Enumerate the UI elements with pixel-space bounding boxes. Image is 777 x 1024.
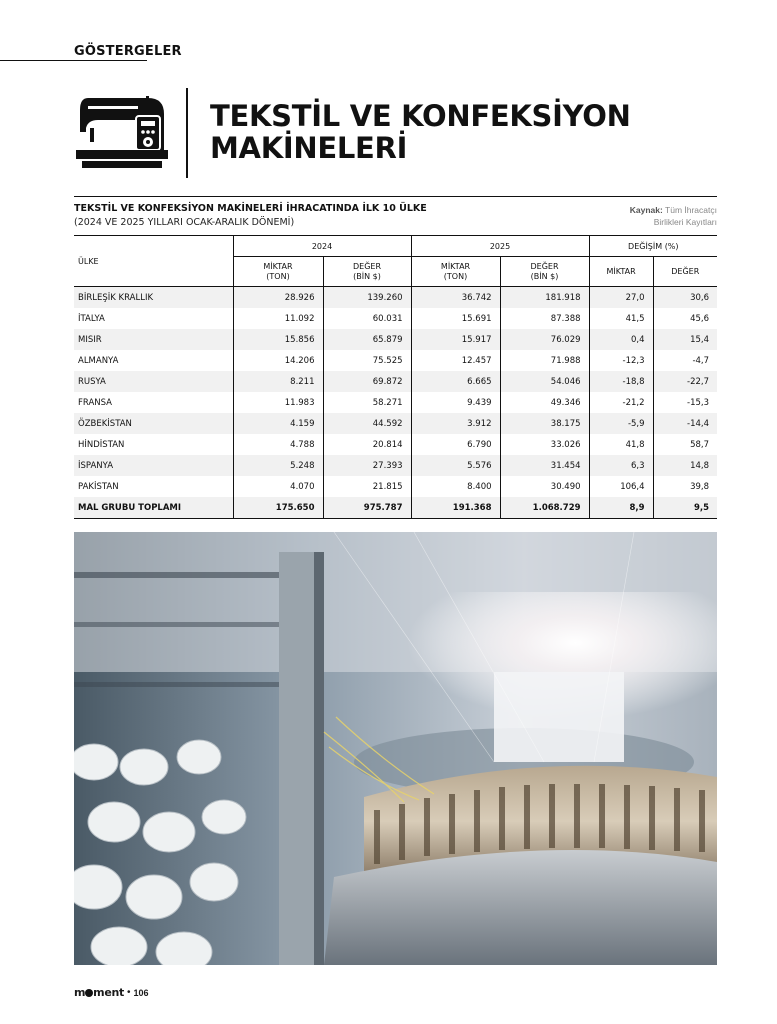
total-qty-2024: 175.650: [233, 497, 323, 519]
val-2025-cell: 76.029: [500, 329, 589, 350]
change-qty-cell: -5,9: [589, 413, 653, 434]
table-top-rule: [74, 196, 717, 197]
qty-2025-cell: 3.912: [411, 413, 500, 434]
country-cell: İTALYA: [78, 313, 105, 324]
total-change-val: 9,5: [653, 497, 717, 519]
total-val-2025: 1.068.729: [500, 497, 589, 519]
table-row: [74, 287, 717, 309]
qty-2025-cell: 12.457: [411, 350, 500, 371]
val-2024-cell: 69.872: [323, 371, 411, 392]
val-2024-cell: 21.815: [323, 476, 411, 497]
header-val-2025: DEĞER (BİN $): [500, 257, 589, 287]
section-label: GÖSTERGELER: [74, 44, 182, 59]
change-val-cell: -22,7: [653, 371, 717, 392]
val-2025-cell: 49.346: [500, 392, 589, 413]
country-cell: ÖZBEKİSTAN: [74, 413, 233, 434]
change-val-cell: -15,3: [653, 392, 717, 413]
val-2025-cell: 30.490: [500, 476, 589, 497]
country-cell: RUSYA: [74, 371, 233, 392]
brand-dot-icon: [85, 989, 93, 997]
header-val-2024: DEĞER (BİN $): [323, 257, 411, 287]
qty-2025-cell: 15.691: [411, 308, 500, 329]
qty-2025-cell: 36.742: [411, 287, 500, 309]
change-qty-cell: 41,5: [589, 308, 653, 329]
total-qty-2025: 191.368: [411, 497, 500, 519]
val-2025-cell: 181.918: [500, 287, 589, 309]
qty-2024-cell: 15.856: [233, 329, 323, 350]
table-row: [74, 350, 717, 371]
total-row: [74, 497, 717, 519]
sewing-machine-icon: [76, 96, 168, 170]
table-row: [74, 434, 717, 455]
change-val-cell: 58,7: [653, 434, 717, 455]
val-2024-cell: 20.814: [323, 434, 411, 455]
qty-2025-cell: 6.665: [411, 371, 500, 392]
table-row: [74, 371, 717, 392]
knitting-machine-photo: [74, 532, 717, 965]
brand-logo: m ment: [74, 986, 124, 999]
qty-2024-cell: 14.206: [233, 350, 323, 371]
header-qty-2025: MİKTAR (TON): [411, 257, 500, 287]
total-val-2024: 975.787: [323, 497, 411, 519]
source-note: [630, 204, 717, 228]
val-2024-cell: 58.271: [323, 392, 411, 413]
qty-2025-cell: 8.400: [411, 476, 500, 497]
page-title-line2: MAKİNELERİ: [210, 131, 408, 165]
qty-2025-cell: 15.917: [411, 329, 500, 350]
val-2024-cell: 60.031: [323, 308, 411, 329]
qty-2024-cell: 8.211: [233, 371, 323, 392]
change-qty-cell: -18,8: [589, 371, 653, 392]
total-label: MAL GRUBU TOPLAMI: [74, 497, 233, 519]
change-qty-cell: 27,0: [589, 287, 653, 309]
qty-2024-cell: 4.070: [233, 476, 323, 497]
val-2024-cell: 44.592: [323, 413, 411, 434]
country-cell: BİRLEŞİK KRALLIK: [74, 287, 233, 309]
change-val-cell: 45,6: [653, 308, 717, 329]
change-qty-cell: 0,4: [589, 329, 653, 350]
qty-2025-cell: 5.576: [411, 455, 500, 476]
val-2025-cell: 54.046: [500, 371, 589, 392]
qty-2024-cell: 28.926: [233, 287, 323, 309]
val-2025-cell: 33.026: [500, 434, 589, 455]
table-subtitle: (2024 VE 2025 YILLARI OCAK-ARALIK DÖNEMİ): [74, 217, 295, 228]
table-row: [74, 455, 717, 476]
page-title: [210, 100, 730, 164]
country-cell: İSPANYA: [74, 455, 233, 476]
val-2025-cell: 87.388: [500, 308, 589, 329]
source-label: Kaynak:: [629, 205, 663, 215]
qty-2024-cell: 11.983: [233, 392, 323, 413]
change-qty-cell: -12,3: [589, 350, 653, 371]
change-val-cell: 39,8: [653, 476, 717, 497]
table-title: TEKSTİL VE KONFEKSİYON MAKİNELERİ İHRACATINDA İLK 10 ÜLKE: [74, 203, 427, 214]
page-number: 106: [133, 987, 149, 998]
qty-2024-cell: 4.788: [233, 434, 323, 455]
val-2025-cell: 71.988: [500, 350, 589, 371]
change-val-cell: 15,4: [653, 329, 717, 350]
change-qty-cell: 106,4: [589, 476, 653, 497]
change-qty-cell: 41,8: [589, 434, 653, 455]
page-title-line1: TEKSTİL VE KONFEKSİYON: [210, 99, 631, 133]
header-change-qty: MİKTAR: [589, 257, 653, 287]
section-rule: [0, 60, 147, 61]
footer-separator: •: [126, 987, 131, 998]
country-cell: PAKİSTAN: [78, 481, 119, 492]
country-cell: MISIR: [74, 329, 233, 350]
change-qty-cell: -21,2: [589, 392, 653, 413]
total-change-qty: 8,9: [589, 497, 653, 519]
country-cell: ALMANYA: [78, 355, 119, 366]
source-line1: Tüm İhracatçı: [665, 205, 717, 215]
table-row: [74, 392, 717, 413]
table-row: [74, 476, 717, 497]
header-qty-2024: MİKTAR (TON): [233, 257, 323, 287]
val-2025-cell: 38.175: [500, 413, 589, 434]
header-change: DEĞİŞİM (%): [589, 236, 717, 257]
change-qty-cell: 6,3: [589, 455, 653, 476]
table-row: [74, 329, 717, 350]
change-val-cell: 14,8: [653, 455, 717, 476]
export-table: [74, 235, 717, 519]
val-2024-cell: 65.879: [323, 329, 411, 350]
title-divider: [186, 88, 188, 178]
header-year-2025: 2025: [411, 236, 589, 257]
qty-2024-cell: 4.159: [233, 413, 323, 434]
qty-2024-cell: 5.248: [233, 455, 323, 476]
header-year-2024: 2024: [233, 236, 411, 257]
val-2024-cell: 75.525: [323, 350, 411, 371]
page-footer: [74, 986, 149, 999]
qty-2025-cell: 9.439: [411, 392, 500, 413]
source-line2: Birlikleri Kayıtları: [653, 217, 717, 227]
val-2025-cell: 31.454: [500, 455, 589, 476]
table-row: [74, 308, 717, 329]
header-change-val: DEĞER: [653, 257, 717, 287]
header-country: ÜLKE: [74, 236, 233, 287]
val-2024-cell: 27.393: [323, 455, 411, 476]
val-2024-cell: 139.260: [323, 287, 411, 309]
qty-2024-cell: 11.092: [233, 308, 323, 329]
change-val-cell: 30,6: [653, 287, 717, 309]
qty-2025-cell: 6.790: [411, 434, 500, 455]
change-val-cell: -14,4: [653, 413, 717, 434]
table-row: [74, 413, 717, 434]
country-cell: FRANSA: [78, 397, 112, 408]
country-cell: HİNDİSTAN: [78, 439, 125, 450]
change-val-cell: -4,7: [653, 350, 717, 371]
